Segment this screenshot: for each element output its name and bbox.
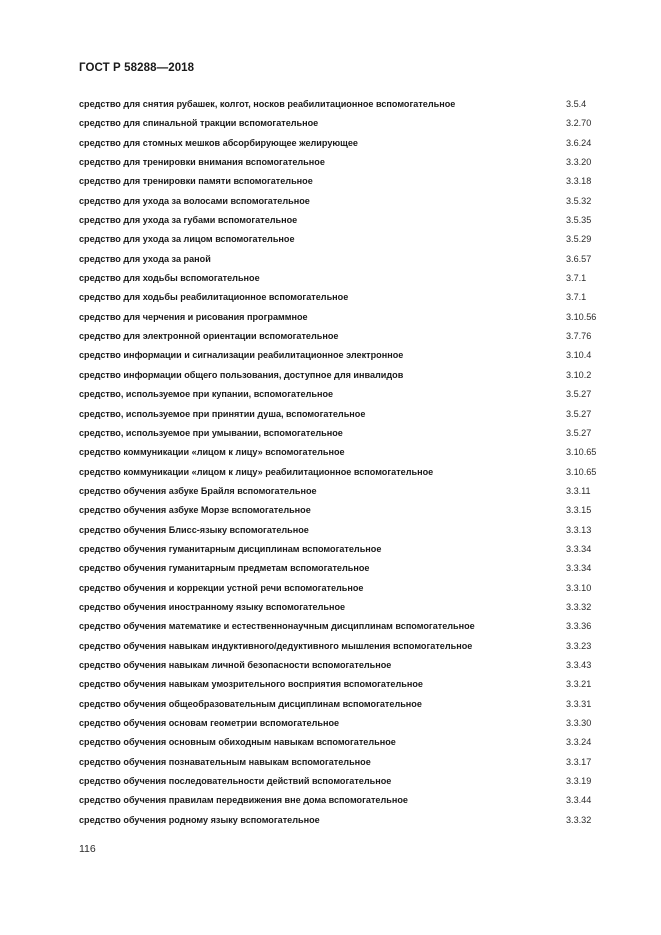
index-term: средство обучения азбуке Морзе вспомогательное (79, 505, 311, 516)
alphabetical-index (79, 97, 609, 832)
index-term: средство для ухода за губами вспомогательное (79, 215, 298, 226)
index-reference: 3.5.29 (566, 234, 592, 245)
index-term: средство для электронной ориентации вспомогательное (79, 331, 339, 342)
index-entry (79, 387, 609, 406)
index-term: средство для спинальной тракции вспомогательное (79, 118, 319, 129)
index-entry (79, 581, 609, 600)
index-entry (79, 252, 609, 271)
index-reference: 3.5.27 (566, 408, 592, 419)
index-term: средство обучения Блисс-языку вспомогательное (79, 524, 309, 535)
index-reference: 3.3.30 (566, 718, 592, 728)
index-reference: 3.3.34 (566, 563, 592, 574)
index-term: средство обучения основным обиходным навыкам вспомогательное (79, 737, 396, 748)
index-reference: 3.5.35 (566, 215, 592, 226)
index-term: средство для стомных мешков абсорбирующее желирующее (79, 137, 358, 148)
index-reference: 3.5.32 (566, 195, 592, 206)
index-reference: 3.7.76 (566, 331, 592, 342)
index-reference: 3.10.65 (566, 466, 597, 477)
index-term: средство обучения общеобразовательным дисциплинам вспомогательное (79, 698, 422, 709)
index-reference: 3.10.65 (566, 447, 597, 458)
index-term: средство коммуникации «лицом к лицу» реабилитационное вспомогательное (79, 466, 434, 477)
index-reference: 3.3.17 (566, 756, 592, 767)
index-term: средство для ухода за волосами вспомогательное (79, 195, 310, 206)
index-term: средство обучения азбуке Брайля вспомогательное (79, 485, 317, 496)
index-entry (79, 426, 609, 445)
index-entry (79, 716, 609, 735)
index-reference: 3.3.13 (566, 524, 592, 535)
index-reference: 3.3.19 (566, 776, 592, 787)
index-term: средство обучения гуманитарным дисциплинам вспомогательное (79, 543, 382, 554)
index-reference: 3.10.2 (566, 369, 592, 380)
index-entry (79, 542, 609, 561)
index-term: средство для ухода за лицом вспомогательное (79, 234, 295, 245)
index-term: средство для ходьбы реабилитационное вспомогательное (79, 292, 349, 303)
index-entry (79, 232, 609, 251)
index-entry (79, 619, 609, 638)
index-reference: 3.10.4 (566, 350, 592, 361)
index-entry (79, 465, 609, 484)
index-reference: 3.3.32 (566, 814, 592, 825)
index-term: средство обучения навыкам личной безопасности вспомогательное (79, 659, 392, 670)
index-reference: 3.6.24 (566, 137, 592, 148)
index-entry (79, 174, 609, 193)
index-term: средство для тренировки памяти вспомогательное (79, 176, 313, 187)
index-term: средство для черчения и рисования программное (79, 311, 308, 322)
index-term: средство обучения родному языку вспомогательное (79, 814, 320, 825)
index-entry (79, 658, 609, 677)
index-reference: 3.3.24 (566, 737, 592, 748)
index-entry (79, 194, 609, 213)
index-term: средство для снятия рубашек, колгот, носков реабилитационное вспомогательное (79, 99, 456, 109)
index-entry (79, 271, 609, 290)
index-entry (79, 116, 609, 135)
index-term: средство обучения и коррекции устной речи вспомогательное (79, 582, 364, 593)
index-reference: 3.3.31 (566, 698, 592, 709)
index-entry (79, 697, 609, 716)
index-term: средство обучения основам геометрии вспомогательное (79, 718, 340, 728)
index-reference: 3.3.15 (566, 505, 592, 516)
index-term: средство для тренировки внимания вспомогательное (79, 157, 325, 168)
index-entry (79, 329, 609, 348)
index-reference: 3.5.4 (566, 99, 587, 109)
index-reference: 3.7.1 (566, 273, 587, 284)
index-entry (79, 523, 609, 542)
index-entry (79, 348, 609, 367)
index-entry (79, 639, 609, 658)
index-reference: 3.3.21 (566, 679, 592, 690)
page-number: 116 (79, 843, 96, 855)
index-term: средство обучения навыкам умозрительного восприятия вспомогательное (79, 679, 423, 690)
index-entry (79, 97, 609, 116)
index-reference: 3.3.34 (566, 543, 592, 554)
index-entry (79, 310, 609, 329)
index-term: средство, используемое при принятии душа, вспомогательное (79, 408, 366, 419)
index-entry (79, 445, 609, 464)
index-reference: 3.3.20 (566, 157, 592, 168)
index-term: средство обучения познавательным навыкам вспомогательное (79, 756, 371, 767)
index-term: средство обучения последовательности действий вспомогательное (79, 776, 392, 787)
index-entry (79, 290, 609, 309)
index-entry (79, 503, 609, 522)
index-reference: 3.2.70 (566, 118, 592, 129)
index-entry (79, 407, 609, 426)
index-reference: 3.7.1 (566, 292, 587, 303)
index-reference: 3.3.32 (566, 601, 592, 612)
index-term: средство обучения гуманитарным предметам вспомогательное (79, 563, 370, 574)
index-reference: 3.10.56 (566, 311, 597, 322)
index-reference: 3.3.23 (566, 640, 592, 651)
index-entry (79, 368, 609, 387)
index-term: средство обучения математике и естественнонаучным дисциплинам вспомогательное (79, 621, 475, 632)
index-reference: 3.3.43 (566, 659, 592, 670)
index-reference: 3.6.57 (566, 253, 592, 264)
index-term: средство обучения правилам передвижения вне дома вспомогательное (79, 795, 408, 806)
index-entry (79, 677, 609, 696)
index-term: средство информации общего пользования, доступное для инвалидов (79, 369, 404, 380)
index-entry (79, 561, 609, 580)
index-term: средство для ухода за раной (79, 253, 211, 264)
index-reference: 3.5.27 (566, 427, 592, 438)
index-reference: 3.3.44 (566, 795, 592, 806)
index-reference: 3.3.18 (566, 176, 592, 187)
index-term: средство обучения навыкам индуктивного/дедуктивного мышления вспомогательное (79, 640, 473, 651)
index-term: средство информации и сигнализации реабилитационное электронное (79, 350, 404, 361)
index-entry (79, 484, 609, 503)
index-entry (79, 155, 609, 174)
index-term: средство обучения иностранному языку вспомогательное (79, 601, 346, 612)
index-reference: 3.3.36 (566, 621, 592, 632)
index-term: средство коммуникации «лицом к лицу» вспомогательное (79, 447, 345, 458)
index-entry (79, 755, 609, 774)
index-entry (79, 136, 609, 155)
index-reference: 3.3.11 (566, 485, 591, 496)
index-entry (79, 213, 609, 232)
index-reference: 3.5.27 (566, 389, 592, 400)
document-header: ГОСТ Р 58288—2018 (79, 62, 195, 74)
index-entry (79, 813, 609, 832)
index-entry (79, 600, 609, 619)
index-entry (79, 735, 609, 754)
index-entry (79, 793, 609, 812)
index-entry (79, 774, 609, 793)
index-term: средство для ходьбы вспомогательное (79, 273, 260, 284)
index-term: средство, используемое при умывании, вспомогательное (79, 427, 343, 438)
index-term: средство, используемое при купании, вспомогательное (79, 389, 334, 400)
index-reference: 3.3.10 (566, 582, 592, 593)
